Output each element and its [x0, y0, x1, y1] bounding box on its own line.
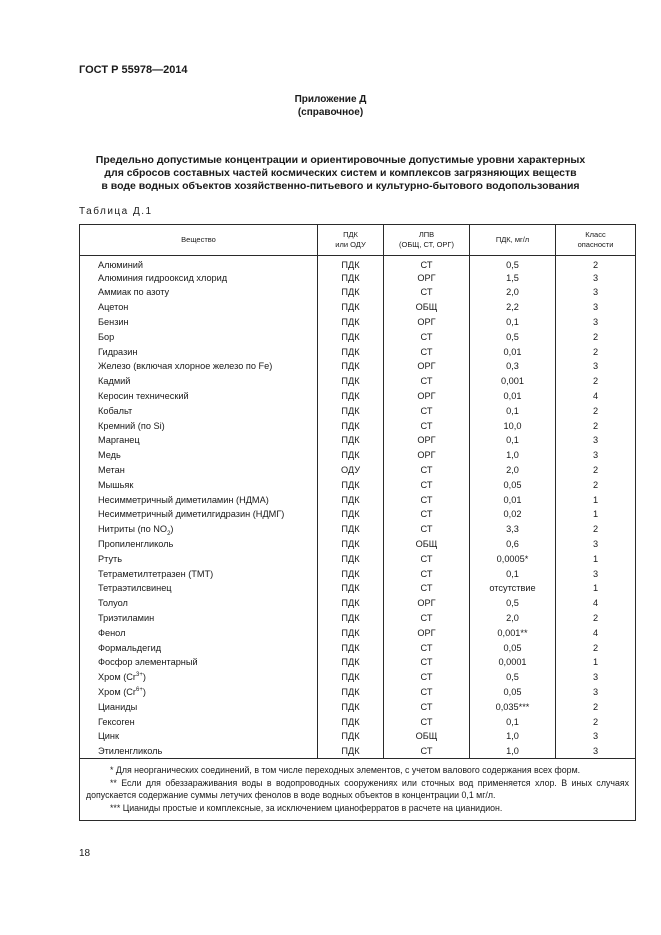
table-row	[80, 448, 636, 463]
cell-pdk-value: 0,001**	[470, 625, 556, 640]
cell-hazard-class: 3	[556, 685, 636, 700]
cell-lpv: СТ	[384, 329, 470, 344]
cell-pdk-type: ПДК	[318, 640, 384, 655]
cell-pdk-type: ПДК	[318, 285, 384, 300]
cell-substance: Алюминий	[80, 256, 318, 271]
cell-pdk-value: 0,05	[470, 477, 556, 492]
cell-substance: Марганец	[80, 433, 318, 448]
cell-substance: Кремний (по Si)	[80, 418, 318, 433]
cell-lpv: ОРГ	[384, 596, 470, 611]
cell-substance: Мышьяк	[80, 477, 318, 492]
cell-hazard-class: 3	[556, 448, 636, 463]
title-line: для сбросов составных частей космических систем и комплексов загрязняющих веществ	[104, 167, 577, 179]
cell-substance: Гидразин	[80, 344, 318, 359]
header-pdk-value: ПДК, мг/л	[470, 225, 556, 256]
cell-pdk-type: ПДК	[318, 670, 384, 685]
cell-hazard-class: 3	[556, 433, 636, 448]
cell-pdk-value: 1,0	[470, 729, 556, 744]
cell-lpv: СТ	[384, 551, 470, 566]
note-1: * Для неорганических соединений, в том числе переходных элементов, с учетом валового содержания всех форм.	[110, 765, 581, 776]
cell-pdk-value: 0,5	[470, 670, 556, 685]
table-row	[80, 685, 636, 700]
table-row	[80, 433, 636, 448]
cell-hazard-class: 2	[556, 522, 636, 537]
cell-pdk-type: ПДК	[318, 300, 384, 315]
cell-hazard-class: 2	[556, 611, 636, 626]
cell-pdk-value: 0,1	[470, 433, 556, 448]
cell-pdk-value: 0,6	[470, 537, 556, 552]
table-body	[80, 256, 636, 759]
cell-pdk-value: 0,5	[470, 329, 556, 344]
cell-pdk-value: 2,0	[470, 611, 556, 626]
cell-substance: Тетраэтилсвинец	[80, 581, 318, 596]
cell-pdk-value: 0,05	[470, 640, 556, 655]
cell-pdk-type: ПДК	[318, 625, 384, 640]
table-row	[80, 551, 636, 566]
cell-pdk-type: ПДК	[318, 477, 384, 492]
table-row	[80, 285, 636, 300]
cell-pdk-type: ПДК	[318, 433, 384, 448]
cell-hazard-class: 3	[556, 537, 636, 552]
table-row	[80, 714, 636, 729]
cell-pdk-value: 0,5	[470, 596, 556, 611]
cell-hazard-class: 2	[556, 374, 636, 389]
document-header: ГОСТ Р 55978—2014	[79, 64, 188, 76]
cell-substance: Нитриты (по $NO_2$)	[80, 522, 318, 537]
cell-pdk-value: 0,01	[470, 389, 556, 404]
cell-lpv: СТ	[384, 463, 470, 478]
header-hazard-class: Класс опасности	[556, 225, 636, 256]
cell-pdk-type: ОДУ	[318, 463, 384, 478]
table-row	[80, 403, 636, 418]
table-row	[80, 270, 636, 285]
cell-substance: Метан	[80, 463, 318, 478]
cell-substance: Хром $(Cr^{3+})$	[80, 670, 318, 685]
cell-pdk-type: ПДК	[318, 374, 384, 389]
cell-hazard-class: 1	[556, 507, 636, 522]
table-label: Таблица Д.1	[79, 206, 153, 217]
cell-substance: Аммиак по азоту	[80, 285, 318, 300]
cell-pdk-value: 2,2	[470, 300, 556, 315]
cell-lpv: ОРГ	[384, 389, 470, 404]
cell-hazard-class: 3	[556, 670, 636, 685]
cell-substance: Цианиды	[80, 699, 318, 714]
cell-pdk-type: ПДК	[318, 448, 384, 463]
cell-substance: Кадмий	[80, 374, 318, 389]
cell-lpv: СТ	[384, 670, 470, 685]
cell-pdk-type: ПДК	[318, 566, 384, 581]
cell-hazard-class: 3	[556, 566, 636, 581]
cell-lpv: СТ	[384, 611, 470, 626]
cell-lpv: ОБЩ	[384, 537, 470, 552]
cell-pdk-type: ПДК	[318, 492, 384, 507]
cell-substance: Пропиленгликоль	[80, 537, 318, 552]
title-line: Предельно допустимые концентрации и ориентировочные допустимые уровни характерных	[95, 154, 586, 166]
cell-pdk-type: ПДК	[318, 655, 384, 670]
cell-hazard-class: 2	[556, 714, 636, 729]
cell-pdk-value: 2,0	[470, 285, 556, 300]
cell-substance: Несимметричный диметиламин (НДМА)	[80, 492, 318, 507]
cell-lpv: СТ	[384, 418, 470, 433]
cell-pdk-type: ПДК	[318, 744, 384, 759]
cell-pdk-type: ПДК	[318, 403, 384, 418]
cell-lpv: СТ	[384, 522, 470, 537]
cell-pdk-value: 0,001	[470, 374, 556, 389]
cell-pdk-type: ПДК	[318, 389, 384, 404]
cell-pdk-type: ПДК	[318, 315, 384, 330]
table-row	[80, 522, 636, 537]
cell-substance: Керосин технический	[80, 389, 318, 404]
appendix-subtitle: (справочное)	[297, 107, 364, 118]
table-row	[80, 477, 636, 492]
cell-substance: Ртуть	[80, 551, 318, 566]
cell-pdk-type: ПДК	[318, 270, 384, 285]
cell-pdk-value: 1,0	[470, 448, 556, 463]
table-row	[80, 655, 636, 670]
cell-hazard-class: 3	[556, 270, 636, 285]
cell-lpv: СТ	[384, 699, 470, 714]
table-row	[80, 640, 636, 655]
cell-substance: Хром $(Cr^{6+})$	[80, 685, 318, 700]
cell-pdk-value: 0,1	[470, 566, 556, 581]
cell-pdk-type: ПДК	[318, 714, 384, 729]
table-row	[80, 670, 636, 685]
cell-pdk-type: ПДК	[318, 359, 384, 374]
table-header-row	[80, 225, 636, 256]
cell-pdk-value: 1,0	[470, 744, 556, 759]
cell-pdk-type: ПДК	[318, 256, 384, 271]
cell-lpv: СТ	[384, 744, 470, 759]
table-row	[80, 463, 636, 478]
cell-hazard-class: 2	[556, 403, 636, 418]
cell-lpv: СТ	[384, 655, 470, 670]
cell-lpv: СТ	[384, 285, 470, 300]
cell-pdk-type: ПДК	[318, 611, 384, 626]
cell-pdk-type: ПДК	[318, 507, 384, 522]
cell-pdk-value: 0,01	[470, 344, 556, 359]
cell-pdk-value: 0,1	[470, 403, 556, 418]
cell-substance: Фосфор элементарный	[80, 655, 318, 670]
cell-pdk-value: 0,05	[470, 685, 556, 700]
appendix-title: Приложение Д	[294, 94, 367, 105]
cell-lpv: ОРГ	[384, 315, 470, 330]
cell-pdk-value: 0,1	[470, 714, 556, 729]
cell-pdk-value: 0,3	[470, 359, 556, 374]
table-row	[80, 611, 636, 626]
cell-substance: Алюминия гидрооксид хлорид	[80, 270, 318, 285]
cell-pdk-value: отсутствие	[470, 581, 556, 596]
header-pdk-type: ПДК или ОДУ	[318, 225, 384, 256]
cell-pdk-value: 0,035***	[470, 699, 556, 714]
appendix-heading	[0, 93, 661, 119]
cell-lpv: СТ	[384, 256, 470, 271]
cell-lpv: СТ	[384, 374, 470, 389]
title-line: в воде водных объектов хозяйственно-питьевого и культурно-бытового водопользования	[101, 180, 580, 192]
cell-lpv: ОРГ	[384, 433, 470, 448]
cell-pdk-type: ПДК	[318, 685, 384, 700]
cell-hazard-class: 3	[556, 729, 636, 744]
table-row	[80, 418, 636, 433]
cell-hazard-class: 1	[556, 581, 636, 596]
cell-lpv: СТ	[384, 640, 470, 655]
cell-hazard-class: 1	[556, 551, 636, 566]
table-notes	[80, 759, 636, 821]
cell-substance: Бензин	[80, 315, 318, 330]
table-row	[80, 389, 636, 404]
cell-hazard-class: 1	[556, 655, 636, 670]
cell-lpv: ОРГ	[384, 448, 470, 463]
cell-pdk-value: 3,3	[470, 522, 556, 537]
cell-lpv: ОРГ	[384, 359, 470, 374]
cell-hazard-class: 2	[556, 699, 636, 714]
cell-lpv: СТ	[384, 566, 470, 581]
cell-pdk-value: 1,5	[470, 270, 556, 285]
table-row	[80, 329, 636, 344]
table-row	[80, 344, 636, 359]
cell-pdk-type: ПДК	[318, 729, 384, 744]
table-row	[80, 566, 636, 581]
cell-pdk-value: 0,5	[470, 256, 556, 271]
cell-pdk-value: 0,0005*	[470, 551, 556, 566]
table-row	[80, 359, 636, 374]
cell-hazard-class: 1	[556, 492, 636, 507]
table-row	[80, 581, 636, 596]
note-2: ** Если для обеззараживания воды в водопроводных сооружениях или сточных вод применяется хлор. В иных случаях допускается содержание суммы летучих фенолов в воде водных объектов в концентрации 0,1 мг/л.	[86, 777, 629, 801]
cell-substance: Железо (включая хлорное железо по Fe)	[80, 359, 318, 374]
cell-pdk-value: 0,0001	[470, 655, 556, 670]
cell-hazard-class: 3	[556, 359, 636, 374]
cell-pdk-type: ПДК	[318, 581, 384, 596]
cell-substance: Гексоген	[80, 714, 318, 729]
cell-hazard-class: 3	[556, 300, 636, 315]
cell-pdk-type: ПДК	[318, 537, 384, 552]
table-row	[80, 699, 636, 714]
cell-pdk-type: ПДК	[318, 522, 384, 537]
cell-pdk-value: 0,1	[470, 315, 556, 330]
table-title	[60, 154, 621, 193]
cell-hazard-class: 2	[556, 256, 636, 271]
cell-lpv: СТ	[384, 403, 470, 418]
cell-hazard-class: 2	[556, 418, 636, 433]
cell-pdk-type: ПДК	[318, 699, 384, 714]
page-number: 18	[79, 848, 91, 859]
cell-substance: Триэтиламин	[80, 611, 318, 626]
cell-pdk-value: 0,01	[470, 492, 556, 507]
cell-lpv: СТ	[384, 581, 470, 596]
cell-substance: Формальдегид	[80, 640, 318, 655]
substances-table	[79, 224, 636, 821]
cell-hazard-class: 4	[556, 596, 636, 611]
table-row	[80, 596, 636, 611]
note-3: *** Цианиды простые и комплексные, за исключением цианоферратов в расчете на цианидион.	[110, 802, 503, 813]
cell-pdk-type: ПДК	[318, 596, 384, 611]
cell-substance: Цинк	[80, 729, 318, 744]
cell-lpv: СТ	[384, 492, 470, 507]
cell-pdk-value: 10,0	[470, 418, 556, 433]
cell-substance: Толуол	[80, 596, 318, 611]
cell-substance: Тетраметилтетразен (ТМТ)	[80, 566, 318, 581]
cell-lpv: СТ	[384, 714, 470, 729]
cell-pdk-type: ПДК	[318, 329, 384, 344]
cell-hazard-class: 2	[556, 344, 636, 359]
cell-pdk-type: ПДК	[318, 551, 384, 566]
table-row	[80, 537, 636, 552]
cell-substance: Ацетон	[80, 300, 318, 315]
cell-pdk-value: 2,0	[470, 463, 556, 478]
table-row	[80, 507, 636, 522]
cell-pdk-type: ПДК	[318, 418, 384, 433]
cell-hazard-class: 3	[556, 315, 636, 330]
table-row	[80, 625, 636, 640]
cell-substance: Кобальт	[80, 403, 318, 418]
table-row	[80, 729, 636, 744]
header-lpv: ЛПВ (ОБЩ, СТ, ОРГ)	[384, 225, 470, 256]
cell-pdk-value: 0,02	[470, 507, 556, 522]
notes-row	[80, 759, 636, 821]
table-row	[80, 744, 636, 759]
table-row	[80, 374, 636, 389]
cell-lpv: СТ	[384, 507, 470, 522]
cell-lpv: ОРГ	[384, 625, 470, 640]
cell-hazard-class: 2	[556, 477, 636, 492]
cell-lpv: СТ	[384, 477, 470, 492]
cell-hazard-class: 3	[556, 744, 636, 759]
cell-lpv: ОБЩ	[384, 729, 470, 744]
cell-hazard-class: 3	[556, 285, 636, 300]
cell-lpv: СТ	[384, 685, 470, 700]
cell-pdk-type: ПДК	[318, 344, 384, 359]
cell-substance: Фенол	[80, 625, 318, 640]
cell-lpv: СТ	[384, 344, 470, 359]
cell-hazard-class: 2	[556, 329, 636, 344]
table-row	[80, 300, 636, 315]
table-row	[80, 256, 636, 271]
cell-hazard-class: 2	[556, 640, 636, 655]
cell-hazard-class: 4	[556, 389, 636, 404]
cell-hazard-class: 2	[556, 463, 636, 478]
cell-lpv: ОРГ	[384, 270, 470, 285]
header-substance: Вещество	[80, 225, 318, 256]
table-row	[80, 492, 636, 507]
cell-substance: Бор	[80, 329, 318, 344]
table-row	[80, 315, 636, 330]
cell-hazard-class: 4	[556, 625, 636, 640]
cell-lpv: ОБЩ	[384, 300, 470, 315]
cell-substance: Этиленгликоль	[80, 744, 318, 759]
cell-substance: Несимметричный диметилгидразин (НДМГ)	[80, 507, 318, 522]
cell-substance: Медь	[80, 448, 318, 463]
